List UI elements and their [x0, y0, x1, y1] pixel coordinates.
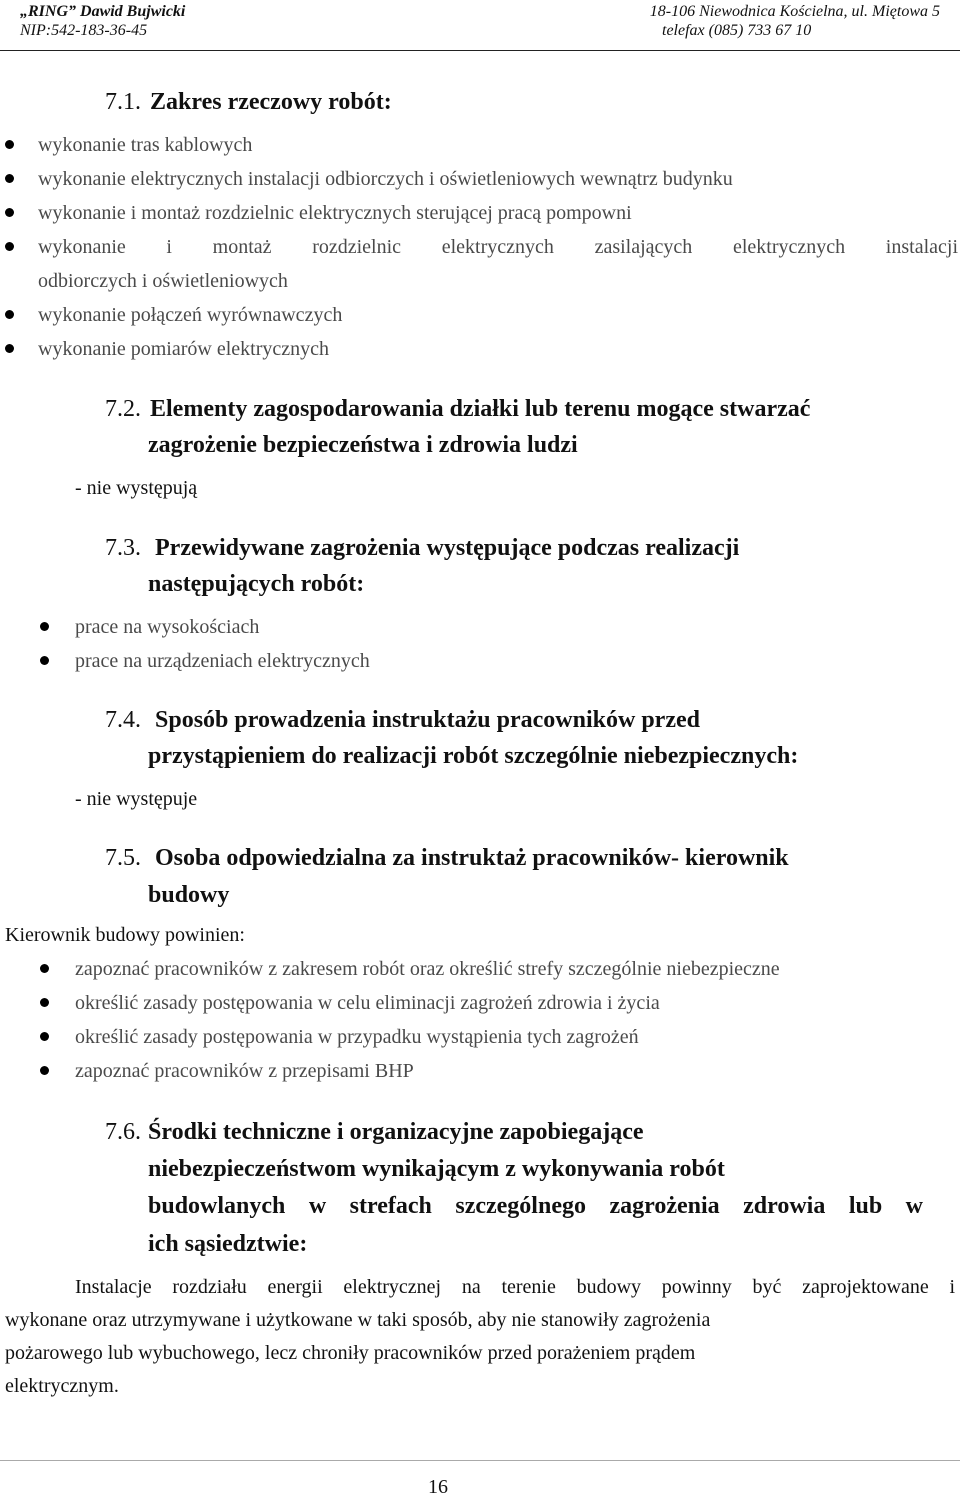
- bullet-icon: [5, 344, 14, 353]
- page-number: 16: [428, 1476, 448, 1498]
- section-title: Środki techniczne i organizacyjne zapobiegające: [148, 1119, 644, 1145]
- paragraph-line: Instalacje rozdziału energii elektrycznej na terenie budowy powinny być zaprojektowane i: [75, 1276, 955, 1298]
- section-title-line-2: niebezpieczeństwom wynikającym z wykonywania robót: [148, 1156, 725, 1182]
- list-item: wykonanie i montaż rozdzielnic elektrycznych sterującej pracą pompowni: [38, 202, 632, 224]
- header-phone: telefax (085) 733 67 10: [662, 22, 812, 39]
- section-title: Sposób prowadzenia instruktażu pracowników przed: [155, 707, 700, 733]
- paragraph-line: elektrycznym.: [5, 1375, 119, 1397]
- section-title-line-2: przystąpieniem do realizacji robót szczególnie niebezpiecznych:: [148, 743, 799, 769]
- bullet-icon: [40, 998, 49, 1007]
- section-intro: Kierownik budowy powinien:: [5, 924, 245, 946]
- section-number: 7.2.: [105, 396, 141, 422]
- list-item: wykonanie tras kablowych: [38, 134, 253, 156]
- list-item: wykonanie połączeń wyrównawczych: [38, 304, 343, 326]
- section-number: 7.1.: [105, 89, 141, 115]
- paragraph-line: wykonane oraz utrzymywane i użytkowane w taki sposób, aby nie stanowiły zagrożenia: [5, 1309, 711, 1331]
- section-title-line-2: następujących robót:: [148, 571, 365, 597]
- section-title: Osoba odpowiedzialna za instruktaż pracowników- kierownik: [155, 845, 789, 871]
- bullet-icon: [40, 656, 49, 665]
- section-note: - nie występuje: [75, 788, 198, 810]
- section-title: Przewidywane zagrożenia występujące podczas realizacji: [155, 535, 740, 561]
- page-header: [0, 0, 960, 52]
- section-title: Elementy zagospodarowania działki lub terenu mogące stwarzać: [150, 396, 811, 422]
- bullet-icon: [5, 174, 14, 183]
- list-item-continuation: odbiorczych i oświetleniowych: [38, 270, 288, 292]
- bullet-icon: [40, 1066, 49, 1075]
- section-number: 7.4.: [105, 707, 141, 733]
- section-number: 7.5.: [105, 845, 141, 871]
- section-title: Zakres rzeczowy robót:: [150, 89, 392, 115]
- list-item: określić zasady postępowania w celu eliminacji zagrożeń zdrowia i życia: [75, 992, 660, 1014]
- bullet-icon: [40, 1032, 49, 1041]
- bullet-icon: [40, 622, 49, 631]
- section-number: 7.3.: [105, 535, 141, 561]
- section-title-line-3: budowlanych w strefach szczególnego zagrożenia zdrowia lub w: [148, 1193, 923, 1219]
- header-company: „RING” Dawid Bujwicki: [20, 3, 186, 20]
- bullet-icon: [5, 242, 14, 251]
- section-number: 7.6.: [105, 1119, 141, 1145]
- list-item: prace na urządzeniach elektrycznych: [75, 650, 370, 672]
- list-item: wykonanie pomiarów elektrycznych: [38, 338, 330, 360]
- list-item: zapoznać pracowników z zakresem robót oraz określić strefy szczególnie niebezpieczne: [75, 958, 780, 980]
- list-item: zapoznać pracowników z przepisami BHP: [75, 1060, 414, 1082]
- footer-divider: [0, 1460, 960, 1461]
- bullet-icon: [5, 310, 14, 319]
- list-item: wykonanie i montaż rozdzielnic elektrycznych zasilających elektrycznych instalacji: [38, 236, 958, 258]
- header-divider: [0, 50, 960, 51]
- header-address: 18-106 Niewodnica Kościelna, ul. Miętowa 5: [649, 3, 940, 20]
- paragraph-line: pożarowego lub wybuchowego, lecz chroniły pracowników przed porażeniem prądem: [5, 1342, 696, 1364]
- list-item: wykonanie elektrycznych instalacji odbiorczych i oświetleniowych wewnątrz budynku: [38, 168, 733, 190]
- bullet-icon: [40, 964, 49, 973]
- section-title-line-4: ich sąsiedztwie:: [148, 1231, 308, 1257]
- list-item: określić zasady postępowania w przypadku wystąpienia tych zagrożeń: [75, 1026, 639, 1048]
- section-note: - nie występują: [75, 477, 198, 499]
- bullet-icon: [5, 208, 14, 217]
- section-title-line-2: budowy: [148, 882, 230, 908]
- bullet-icon: [5, 140, 14, 149]
- list-item: prace na wysokościach: [75, 616, 260, 638]
- header-nip: NIP:542-183-36-45: [20, 22, 148, 39]
- section-title-line-2: zagrożenie bezpieczeństwa i zdrowia ludzi: [148, 432, 578, 458]
